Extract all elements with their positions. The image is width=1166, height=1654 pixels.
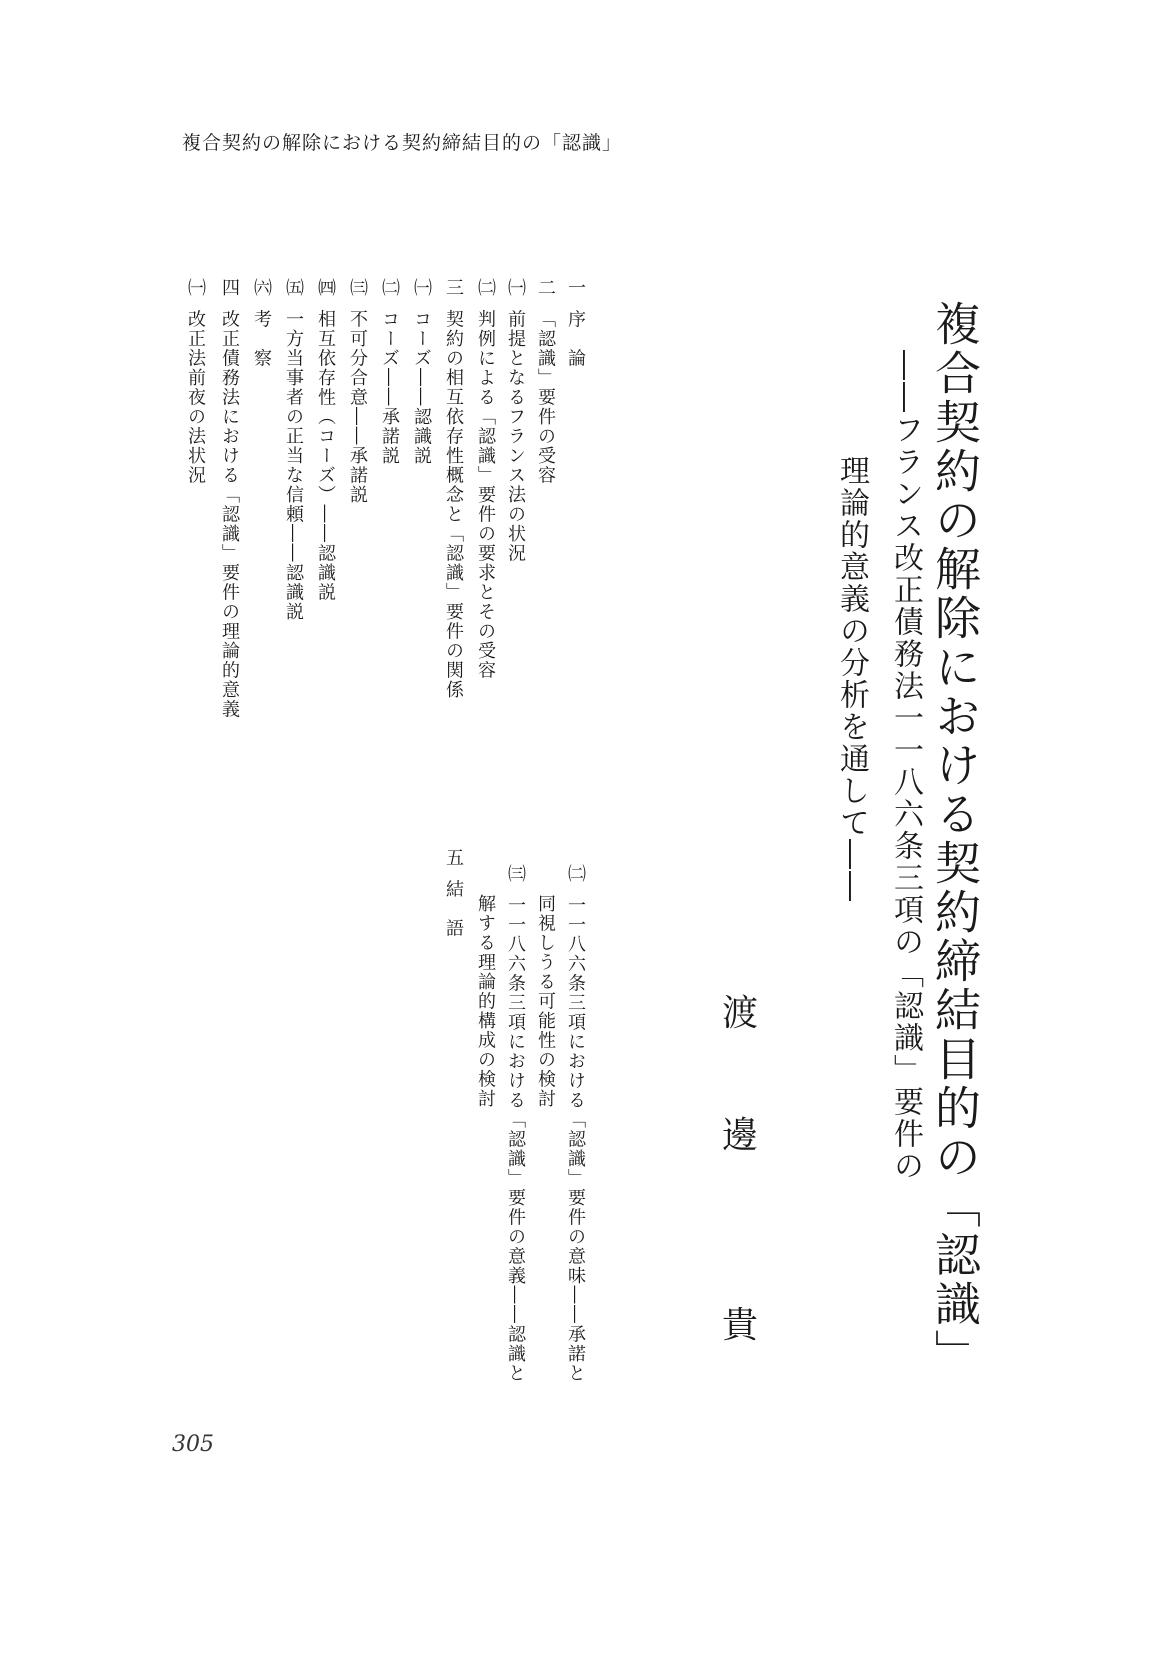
toc-item — [566, 278, 584, 368]
article-subtitle-line2: 理論的意義の分析を通して―― — [834, 455, 869, 903]
toc-item — [186, 278, 204, 485]
toc-item-label: 改正法前夜の法状況 — [185, 309, 206, 485]
toc-item — [412, 278, 430, 466]
toc-item-number: ㈣ — [315, 278, 336, 298]
toc-item-number: ㈡ — [379, 278, 400, 298]
toc-item-continuation: 解する理論的構成の検討 — [475, 894, 496, 1109]
toc-item-number: ㈡ — [565, 864, 586, 884]
toc-item — [506, 278, 524, 563]
toc-item-number: 三 — [443, 278, 464, 298]
toc-item — [444, 278, 462, 700]
running-head: 複合契約の解除における契約締結目的の「認識」 — [182, 132, 623, 154]
toc-item-number: ㈠ — [505, 278, 526, 298]
toc-item — [444, 848, 462, 938]
toc-item-number: ㈢ — [347, 278, 368, 298]
author-name — [720, 985, 760, 1365]
toc-item-number: ㈢ — [505, 864, 526, 884]
toc-item — [284, 278, 302, 622]
toc-item-label: 前提となるフランス法の状況 — [505, 309, 526, 563]
toc-item — [476, 278, 494, 680]
toc-item — [566, 864, 584, 1383]
page-number: 305 — [172, 1432, 214, 1457]
toc-item-label: 一方当事者の正当な信頼――認識説 — [283, 309, 304, 622]
toc-item — [252, 278, 270, 368]
toc-item — [348, 278, 366, 505]
toc-item-label: 相互依存性（コーズ）――認識説 — [315, 309, 336, 602]
toc-item-label: コーズ――認識説 — [411, 309, 432, 466]
article-subtitle-line1: ――フランス改正債務法一一八六条三項の「認識」要件の — [888, 350, 923, 1182]
toc-item-label: コーズ――承諾説 — [379, 309, 400, 466]
toc-item — [506, 864, 524, 1383]
toc-item-label: 「認識」要件の受容 — [535, 309, 556, 485]
author-given-name: 貴 — [721, 1305, 758, 1346]
toc-item-continuation: 同視しうる可能性の検討 — [535, 894, 556, 1109]
toc-item — [220, 278, 238, 719]
toc-item — [536, 278, 554, 485]
toc-item-label: 一一八六条三項における「認識」要件の意義――認識と — [505, 895, 526, 1383]
toc-item — [316, 278, 334, 602]
toc-item-number: ㈡ — [475, 278, 496, 298]
author-surname-1: 渡 — [721, 993, 758, 1034]
toc-item-label: 契約の相互依存性概念と「認識」要件の関係 — [443, 309, 464, 700]
toc-item-label: 一一八六条三項における「認識」要件の意味――承諾と — [565, 895, 586, 1383]
author-surname-2: 邊 — [721, 1115, 758, 1156]
toc-item-label: 判例による「認識」要件の要求とその受容 — [475, 309, 496, 680]
toc-item-number: ㈤ — [283, 278, 304, 298]
toc-item-label: 不可分合意――承諾説 — [347, 309, 368, 505]
toc-item-number: 四 — [219, 278, 240, 298]
toc-item-number: 五 — [443, 848, 464, 868]
toc-item — [380, 278, 398, 466]
toc-item-label: 考 察 — [251, 309, 272, 368]
toc-item-label: 改正債務法における「認識」要件の理論的意義 — [219, 309, 240, 719]
article-title: 複合契約の解除における契約締結目的の「認識」 — [928, 300, 982, 1378]
toc-item-number: 二 — [535, 278, 556, 298]
toc-item-label: 結 語 — [443, 879, 464, 938]
toc-item-number: ㈠ — [411, 278, 432, 298]
toc-item-number: ㈥ — [251, 278, 272, 298]
toc-item-number: 一 — [565, 278, 586, 298]
toc-item-label: 序 論 — [565, 309, 586, 368]
toc-item-number: ㈠ — [185, 278, 206, 298]
